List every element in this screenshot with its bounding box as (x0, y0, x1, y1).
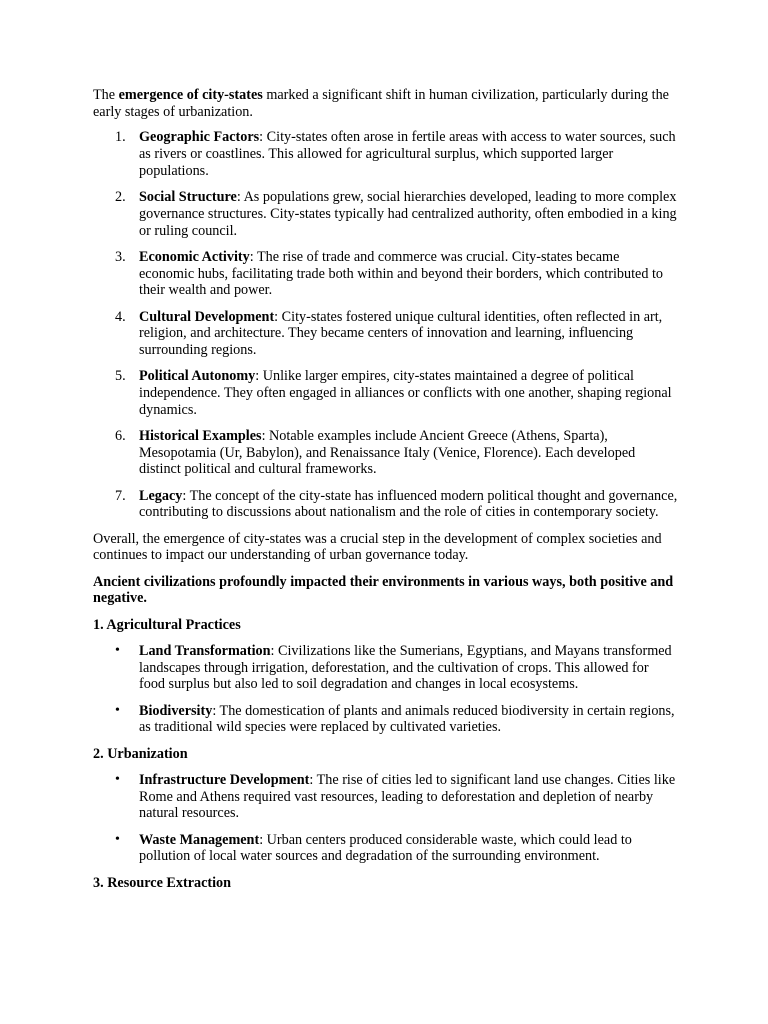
list-item-title: Historical Examples (139, 427, 262, 444)
bullet-item-title: Land Transformation (139, 642, 271, 659)
bold-statement (93, 574, 678, 607)
bullet-item-text: : The rise of cities led to significant land use changes. Cities like Rome and Athens required vast resources, leading to deforestation and depletion of nearby natural resources. (139, 771, 676, 822)
numbered-list (93, 129, 678, 521)
list-number: 5. (115, 368, 126, 385)
document-page (93, 87, 678, 901)
section-heading (93, 746, 678, 763)
section-heading (93, 617, 678, 634)
list-item-title: Social Structure (139, 189, 237, 206)
bullet-item-text: : Urban centers produced considerable waste, which could lead to pollution of local water sources and degradation of the surrounding environment. (139, 831, 632, 865)
bullet-item-text: : Civilizations like the Sumerians, Egyptians, and Mayans transformed landscapes through irrigation, deforestation, and the cultivation of crops. This allowed for food surplus but also led to soil degradation and changes in local ecosystems. (139, 642, 672, 693)
list-item-text: : The rise of trade and commerce was crucial. City-states became economic hubs, facilitating trade both within and beyond their borders, which contributed to their wealth and power. (139, 248, 664, 299)
bullet-icon: • (115, 771, 120, 787)
bullet-icon: • (115, 642, 120, 658)
list-item (93, 428, 678, 478)
list-item-title: Cultural Development (139, 308, 275, 325)
list-number: 1. (115, 129, 126, 146)
list-item (93, 189, 678, 239)
list-number: 4. (115, 308, 126, 325)
list-item-text: : Unlike larger empires, city-states maintained a degree of political independence. They often engaged in alliances or conflicts with one another, shaping regional dynamics. (139, 368, 672, 418)
list-number: 7. (115, 487, 126, 504)
list-item (93, 249, 678, 299)
list-number: 6. (115, 427, 126, 444)
list-number: 2. (115, 189, 126, 206)
overall-paragraph: Overall, the emergence of city-states was a crucial step in the development of complex societies and continues to impact our understanding of urban governance today. (93, 530, 662, 564)
list-item-title: Economic Activity (139, 248, 250, 265)
list-item-text: : The concept of the city-state has influenced modern political thought and governance, contributing to discussions about nationalism and the role of cities in contemporary society. (139, 487, 678, 521)
bullet-item (93, 643, 678, 693)
section-heading-text: 3. Resource Extraction (93, 874, 232, 891)
bullet-item-text: : The domestication of plants and animals reduced biodiversity in certain regions, as traditional wild species were replaced by cultivated varieties. (139, 702, 675, 736)
bold-statement-text: Ancient civilizations profoundly impacted their environments in various ways, both positive and negative. (93, 573, 674, 607)
list-number: 3. (115, 248, 126, 265)
list-item-text: : As populations grew, social hierarchies developed, leading to more complex governance structures. City-states typically had centralized authority, often embodied in a king or ruling council. (139, 189, 677, 239)
list-item (93, 129, 678, 179)
bullet-item-title: Infrastructure Development (139, 771, 310, 788)
bullet-icon: • (115, 831, 120, 847)
bullet-item (93, 832, 678, 865)
list-item-text: : City-states often arose in fertile areas with access to water sources, such as rivers or coastlines. This allowed for agricultural surplus, which supported larger populations. (139, 129, 676, 179)
intro-prefix: The (93, 87, 119, 103)
list-item-title: Geographic Factors (139, 129, 260, 146)
list-item (93, 488, 678, 521)
list-item-title: Political Autonomy (139, 368, 256, 385)
list-item-title: Legacy (139, 487, 183, 504)
list-item-text: : City-states fostered unique cultural identities, often reflected in art, religion, and architecture. They became centers of innovation and learning, influencing surrounding regions. (139, 308, 663, 358)
list-item-text: : Notable examples include Ancient Greece (Athens, Sparta), Mesopotamia (Ur, Babylon), and Renaissance Italy (Venice, Florence). Each developed distinct political and cultural frameworks. (139, 427, 636, 478)
intro-bold: emergence of city-states (118, 87, 263, 103)
section-heading-text: 1. Agricultural Practices (93, 616, 241, 633)
bullet-item (93, 703, 678, 736)
intro-rest: marked a significant shift in human civilization, particularly during the early stages of urbanization. (93, 87, 669, 120)
bullet-item-title: Biodiversity (139, 702, 213, 719)
bullet-list (93, 772, 678, 865)
intro-paragraph (93, 87, 678, 120)
section-heading (93, 875, 678, 892)
bullet-item-title: Waste Management (139, 831, 260, 848)
list-item (93, 309, 678, 359)
list-item (93, 368, 678, 418)
bullet-item (93, 772, 678, 822)
bullet-list (93, 643, 678, 736)
section-heading-text: 2. Urbanization (93, 745, 188, 762)
bullet-icon: • (115, 702, 120, 718)
